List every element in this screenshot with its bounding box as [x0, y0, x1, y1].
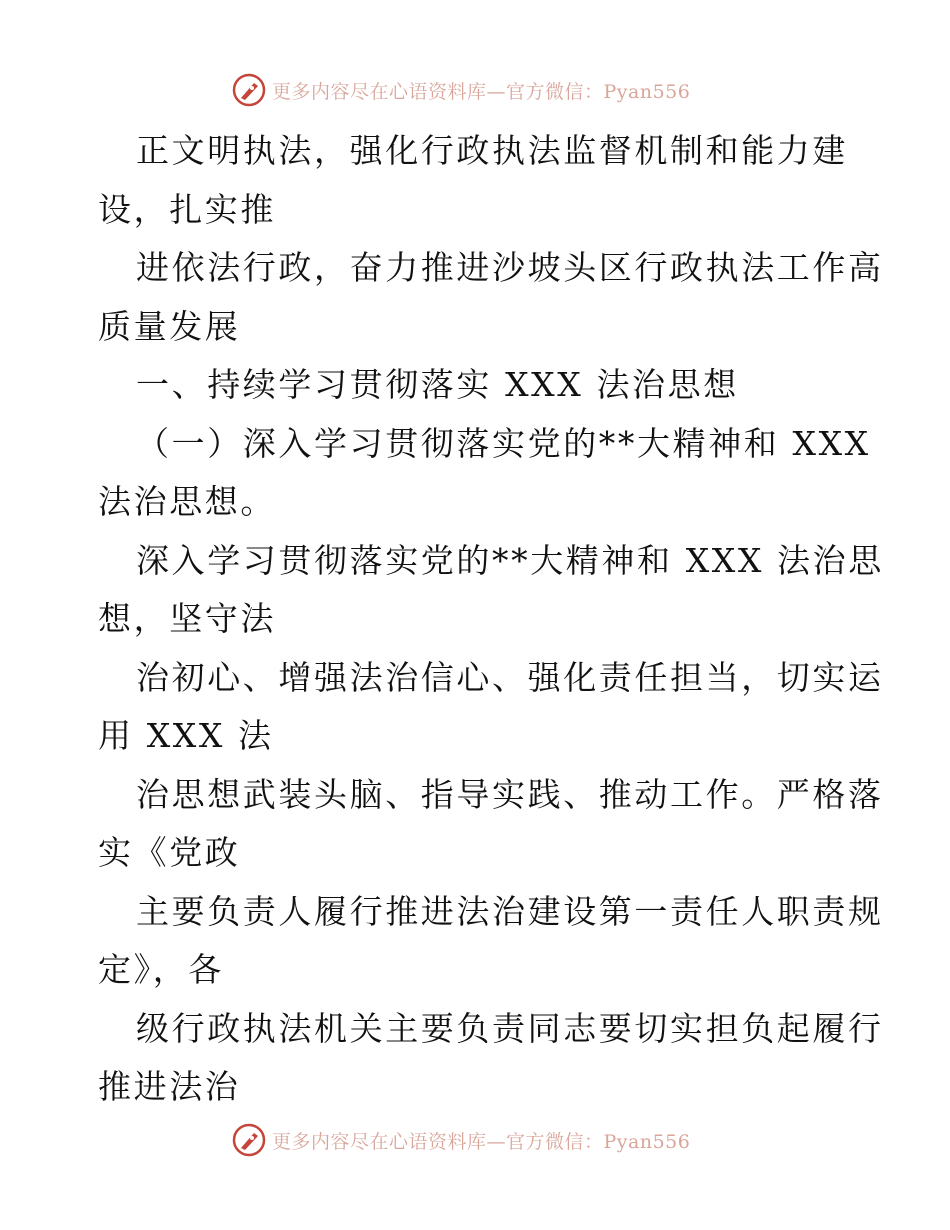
footer-watermark — [232, 1122, 690, 1158]
paragraph-line: 级行政执法机关主要负责同志要切实担负起履行 — [136, 1008, 884, 1048]
paragraph-line: 定》，各 — [98, 950, 224, 989]
paragraph-line: 进依法行政，奋力推进沙坡头区行政执法工作高 — [136, 248, 884, 287]
paragraph-line: 质量发展 — [98, 306, 241, 346]
paragraph-line: 用 XXX 法 — [98, 716, 274, 755]
subsection-heading: （一）深入学习贯彻落实党的**大精神和 XXX — [136, 423, 871, 463]
paragraph-line: 正文明执法，强化行政执法监督机制和能力建 — [136, 131, 848, 170]
paragraph-line: 法治思想。 — [98, 482, 276, 521]
section-heading: 一、持续学习贯彻落实 XXX 法治思想 — [136, 365, 739, 404]
paragraph-line: 设，扎实推 — [98, 189, 276, 229]
pen-nib-logo-icon — [232, 1123, 266, 1157]
pen-nib-logo-icon — [232, 73, 266, 107]
paragraph-line: 治初心、增强法治信心、强化责任担当，切实运 — [136, 657, 884, 697]
paragraph-line: 治思想武装头脑、指导实践、推动工作。严格落 — [136, 774, 884, 814]
paragraph-line: 深入学习贯彻落实党的**大精神和 XXX 法治思 — [136, 540, 884, 580]
document-body — [98, 122, 884, 1117]
paragraph-line: 想，坚守法 — [98, 599, 276, 638]
paragraph-line: 推进法治 — [98, 1067, 241, 1106]
header-watermark — [232, 72, 690, 108]
paragraph-line: 实《党政 — [98, 833, 241, 872]
watermark-text: 更多内容尽在心语资料库—官方微信：Pyan556 — [272, 80, 691, 103]
watermark-text: 更多内容尽在心语资料库—官方微信：Pyan556 — [272, 1130, 691, 1153]
paragraph-line: 主要负责人履行推进法治建设第一责任人职责规 — [136, 891, 884, 931]
